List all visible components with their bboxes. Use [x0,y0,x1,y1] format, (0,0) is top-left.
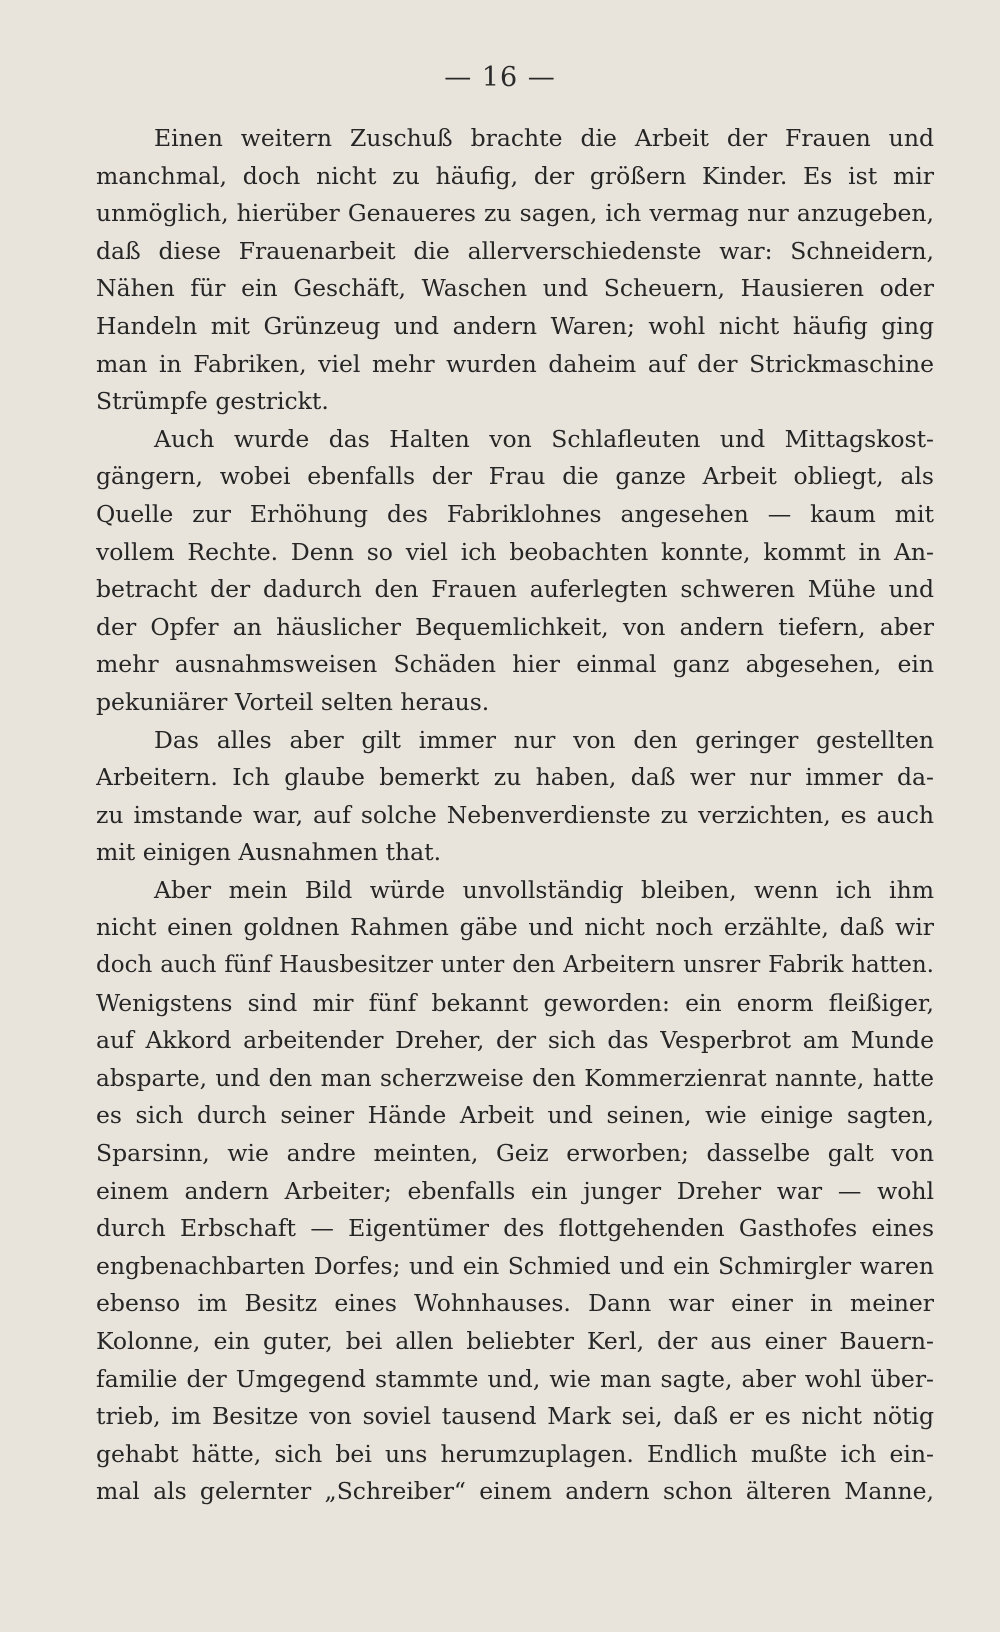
text-line: absparte, und den man scherzweise den Kommerzienrat nannte, hatte [96,1064,934,1092]
text-line: Handeln mit Grünzeug und andern Waren; wohl nicht häufig ging [96,311,934,340]
text-line: auf Akkord arbeitender Dreher, der sich das Vesperbrot am Munde [96,1026,934,1055]
text-line: vollem Rechte. Denn so viel ich beobachten konnte, kommt in An- [96,537,934,566]
text-line: Das alles aber gilt immer nur von den geringer gestellten [154,725,934,754]
text-line: man in Fabriken, viel mehr wurden daheim auf der Strickmaschine [96,349,934,378]
paragraph [96,872,934,1511]
text-line: einem andern Arbeiter; ebenfalls ein junger Dreher war — wohl [96,1176,934,1205]
text-line: gehabt hätte, sich bei uns herumzuplagen. Endlich mußte ich ein- [96,1439,934,1468]
text-line: mit einigen Ausnahmen that. [96,838,442,867]
paragraph [96,421,934,722]
text-line: durch Erbschaft — Eigentümer des flottgehenden Gasthofes eines [96,1214,934,1243]
text-line: Sparsinn, wie andre meinten, Geiz erworben; dasselbe galt von [96,1139,934,1168]
text-line: Strümpfe gestrickt. [96,387,329,416]
text-line: unmöglich, hierüber Genaueres zu sagen, ich vermag nur anzugeben, [96,199,934,228]
text-line: Auch wurde das Halten von Schlafleuten und Mittagskost- [154,424,934,453]
text-line: Nähen für ein Geschäft, Waschen und Scheuern, Hausieren oder [96,274,934,303]
text-line: familie der Umgegend stammte und, wie man sagte, aber wohl über- [96,1364,934,1393]
text-line: gängern, wobei ebenfalls der Frau die ganze Arbeit obliegt, als [96,462,934,491]
text-line: ebenso im Besitz eines Wohnhauses. Dann war einer in meiner [96,1289,934,1318]
text-line: Aber mein Bild würde unvollständig bleiben, wenn ich ihm [154,875,934,904]
paragraph [96,120,934,421]
text-line: pekuniärer Vorteil selten heraus. [96,687,490,716]
text-line: daß diese Frauenarbeit die allerverschiedenste war: Schneidern, [96,236,934,265]
text-line: trieb, im Besitze von soviel tausend Mark sei, daß er es nicht nötig [96,1402,934,1431]
text-line: Arbeitern. Ich glaube bemerkt zu haben, daß wer nur immer da- [96,763,934,792]
text-line: doch auch fünf Hausbesitzer unter den Arbeitern unsrer Fabrik hatten. [96,952,934,979]
text-line: es sich durch seiner Hände Arbeit und seinen, wie einige sagten, [96,1101,934,1130]
text-line: Wenigstens sind mir fünf bekannt geworden: ein enorm fleißiger, [96,988,934,1017]
paragraph [96,722,934,872]
text-line: Kolonne, ein guter, bei allen beliebter Kerl, der aus einer Bauern- [96,1327,934,1355]
page-number: — 16 — [444,62,556,93]
text-line: der Opfer an häuslicher Bequemlichkeit, von andern tiefern, aber [96,612,934,641]
text-line: mehr ausnahmsweisen Schäden hier einmal ganz abgesehen, ein [96,650,934,679]
text-line: Einen weitern Zuschuß brachte die Arbeit der Frauen und [154,124,934,152]
text-line: Quelle zur Erhöhung des Fabriklohnes angesehen — kaum mit [96,499,934,528]
body-text [96,120,934,1511]
text-line: engbenachbarten Dorfes; und ein Schmied und ein Schmirgler waren [96,1251,934,1280]
text-line: betracht der dadurch den Frauen auferlegten schweren Mühe und [96,575,934,604]
text-line: nicht einen goldnen Rahmen gäbe und nicht noch erzählte, daß wir [96,913,934,942]
text-line: mal als gelernter „Schreiber“ einem andern schon älteren Manne, [96,1477,934,1506]
text-line: manchmal, doch nicht zu häufig, der größern Kinder. Es ist mir [96,161,934,190]
text-line: zu imstande war, auf solche Nebenverdienste zu verzichten, es auch [96,800,934,829]
